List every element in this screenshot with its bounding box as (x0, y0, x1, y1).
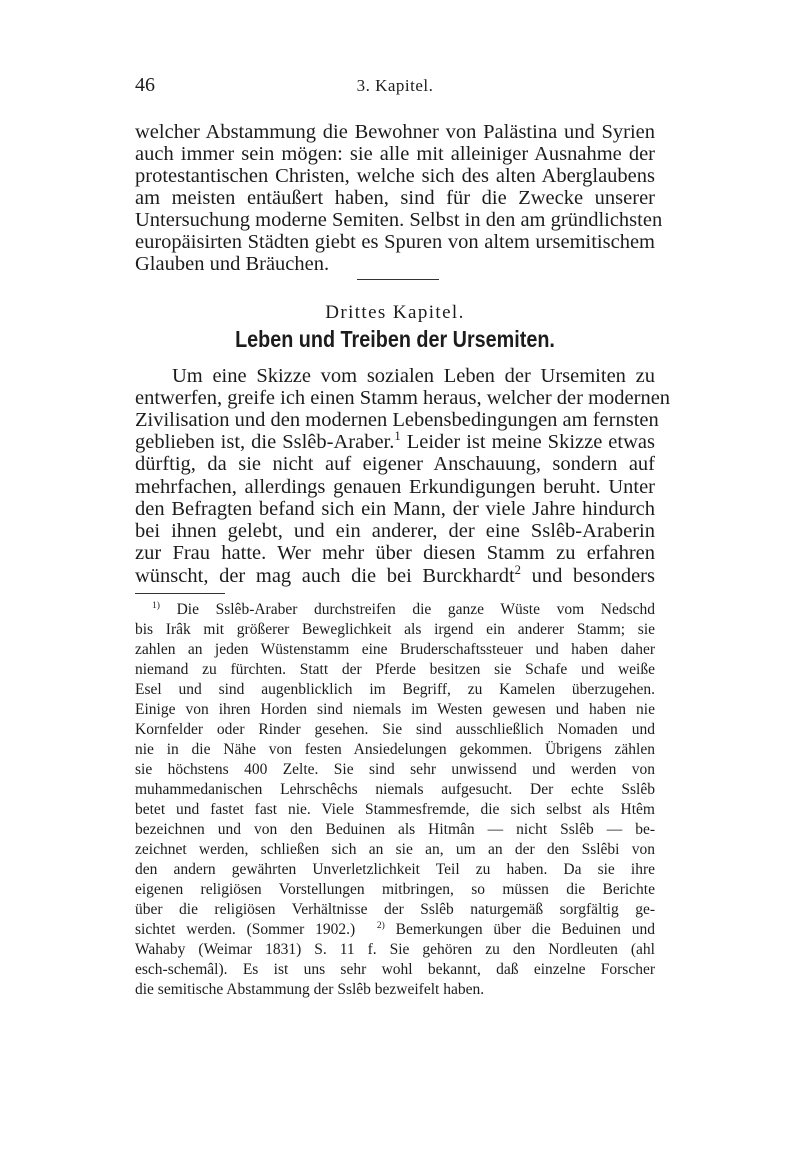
text-segment: Leider ist meine Skizze etwas (400, 431, 655, 453)
text-line: welcher Abstammung die Bewohner von Palästina und Syrien (135, 121, 655, 143)
text-line: zur Frau hatte. Wer mehr über diesen Stamm zu erfahren (135, 542, 655, 564)
footnote-reference: 2 (514, 563, 522, 578)
page-number: 46 (135, 74, 155, 96)
chapter-number: Drittes Kapitel. (325, 302, 465, 323)
footnote-line: zahlen an jeden Wüstenstamm eine Bruderschaftssteuer und haben daher (135, 641, 655, 658)
footnote-line: esch-schemâl). Es ist uns sehr wohl bekannt, daß einzelne Forscher (135, 961, 655, 978)
footnote-line: über die religiösen Verhältnisse der Sslêb naturgemäß sorgfältig ge- (135, 901, 655, 918)
text-line: Glauben und Bräuchen. (135, 253, 330, 275)
footnote-line: betet und fastet fast nie. Viele Stammesfremde, die sich selbst als Htêm (135, 801, 655, 818)
text-segment: Die Sslêb-Araber durchstreifen die ganze Wüste vom Nedschd (160, 601, 655, 618)
footnote-line: sie höchstens 400 Zelte. Sie sind sehr unwissend und werden von (135, 761, 655, 778)
footnote-reference: 1 (394, 429, 401, 444)
footnote-marker: 1) (152, 599, 160, 611)
chapter-title: Leben und Treiben der Ursemiten. (235, 326, 555, 352)
footnote-line: bezeichnen und von den Beduinen als Hitmân — nicht Sslêb — be- (135, 821, 655, 838)
text-line: dürftig, da sie nicht auf eigener Anschauung, sondern auf (135, 453, 655, 475)
footnote-line: Esel und sind augenblicklich im Begriff, zu Kamelen überzugehen. (135, 681, 655, 698)
footnote-rule (135, 593, 225, 594)
text-line (135, 565, 655, 587)
footnote-line: Wahaby (Weimar 1831) S. 11 f. Sie gehören zu den Nordleuten (ahl (135, 941, 655, 958)
footnote-line (152, 601, 655, 619)
footnote-line: Einige von ihren Horden sind niemals im Westen gewesen und haben nie (135, 701, 655, 718)
text-segment: geblieben ist, die Sslêb-Araber. (135, 431, 395, 453)
text-line: europäisirten Städten giebt es Spuren von altem ursemitischem (135, 231, 655, 253)
text-line: Untersuchung moderne Semiten. Selbst in den am gründlichsten (135, 209, 663, 231)
text-segment: wünscht, der mag auch die bei Burckhardt (135, 565, 515, 587)
text-line: mehrfachen, allerdings genauen Erkundigungen beruht. Unter (135, 476, 655, 498)
text-line: auch immer sein mögen: sie alle mit alleiniger Ausnahme der (135, 143, 655, 165)
text-segment: sichtet werden. (Sommer 1902.) (135, 921, 356, 938)
text-line: entwerfen, greife ich einen Stamm heraus, welcher der modernen (135, 387, 671, 409)
text-line (135, 431, 655, 453)
footnote-line: muhammedanischen Lehrschêchs niemals aufgesucht. Der echte Sslêb (135, 781, 655, 798)
text-line: Um eine Skizze vom sozialen Leben der Ursemiten zu (172, 365, 655, 387)
text-line: am meisten entäußert haben, sind für die Zwecke unserer (135, 187, 655, 209)
footnote-line: den andern gewährten Unverletzlichkeit Teil zu haben. Da sie ihre (135, 861, 655, 878)
footnote-line: nie in die Nähe von festen Ansiedelungen gekommen. Übrigens zählen (135, 741, 655, 758)
footnote-line: die semitische Abstammung der Sslêb bezweifelt haben. (135, 981, 485, 998)
footnote-line: Kornfelder oder Rinder gesehen. Sie sind ausschließlich Nomaden und (135, 721, 655, 738)
running-head: 3. Kapitel. (356, 76, 434, 95)
footnote-line: niemand zu fürchten. Statt der Pferde besitzen sie Schafe und weiße (135, 661, 655, 678)
text-line: protestantischen Christen, welche sich des alten Aberglaubens (135, 165, 655, 187)
footnote-line: eigenen religiösen Vorstellungen mitbringen, so müssen die Berichte (135, 881, 655, 898)
footnote-line (135, 921, 655, 939)
text-line: bei ihnen gelebt, und ein anderer, der eine Sslêb-Araberin (135, 520, 655, 542)
footnote-line: bis Irâk mit größerer Beweglichkeit als irgend ein anderer Stamm; sie (135, 621, 655, 638)
text-line: den Befragten befand sich ein Mann, der viele Jahre hindurch (135, 498, 655, 520)
text-line: Zivilisation und den modernen Lebensbedingungen am fernsten (135, 409, 659, 431)
footnote-marker: 2) (376, 919, 385, 931)
footnote-line: zeichnet werden, schließen sich an sie an, um an der den Sslêbi von (135, 841, 655, 858)
text-segment: und besonders (521, 565, 655, 587)
text-segment: Bemerkungen über die Beduinen und (384, 921, 656, 938)
section-divider (357, 279, 439, 280)
